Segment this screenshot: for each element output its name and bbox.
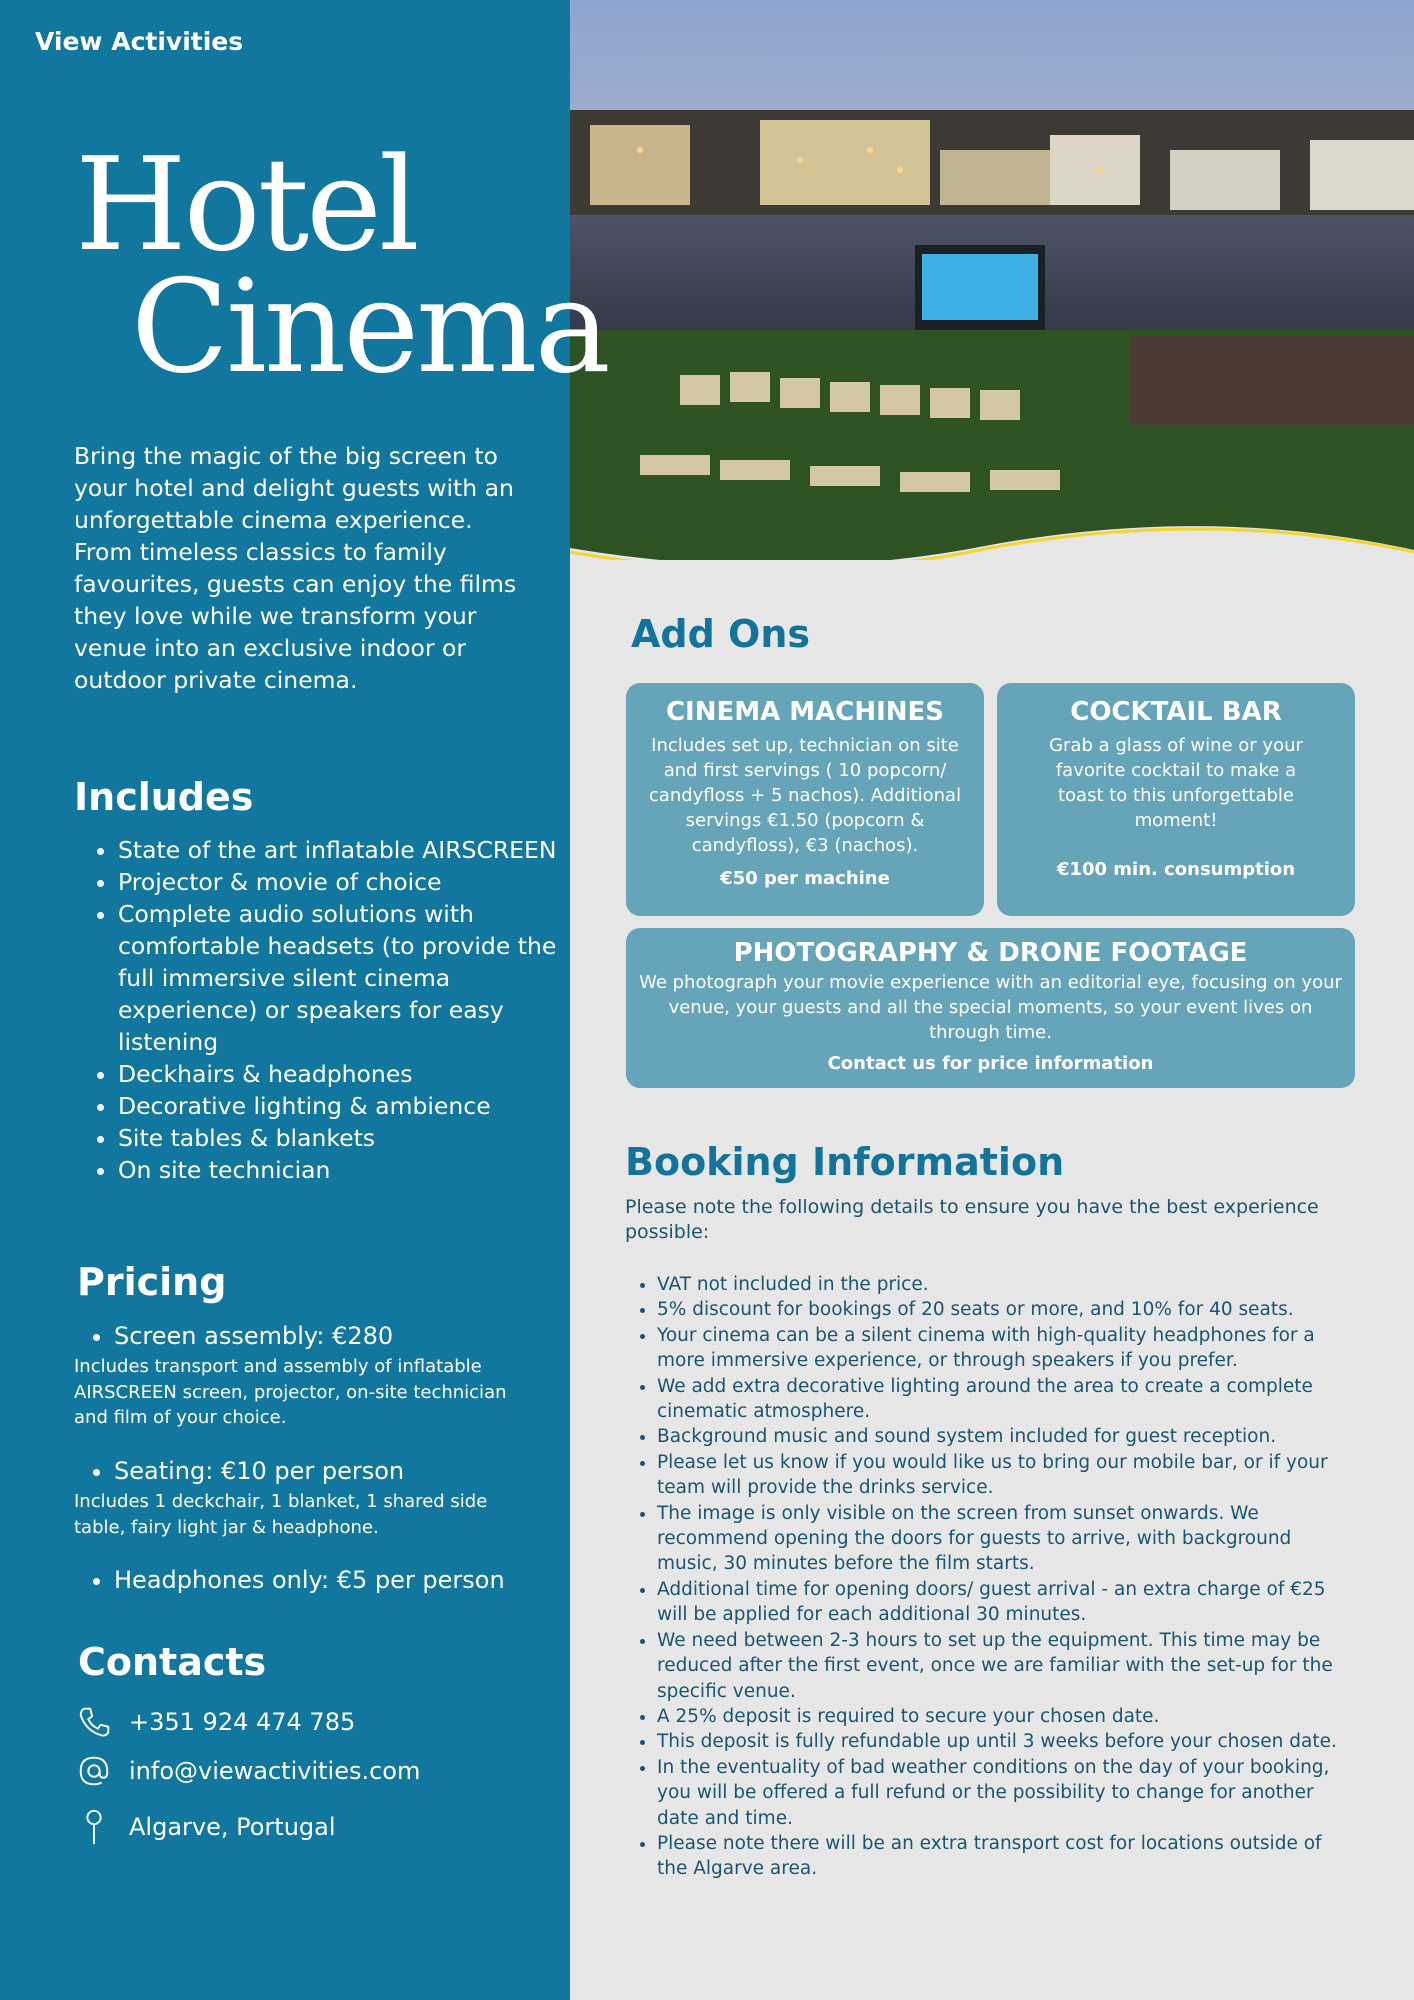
list-item: • Deckhairs & headphones xyxy=(118,1058,558,1090)
price-seating xyxy=(74,1457,524,1540)
price-desc: Includes transport and assembly of inflatable AIRSCREEN screen, projector, on-site technician and film of your choice. xyxy=(74,1356,507,1428)
list-item: • Please note there will be an extra transport cost for locations outside of the Algarve area. xyxy=(657,1831,1352,1882)
addons-heading: Add Ons xyxy=(631,612,811,656)
booking-heading: Booking Information xyxy=(625,1140,1065,1184)
contact-email[interactable] xyxy=(75,1752,420,1790)
email-address: info@viewactivities.com xyxy=(129,1757,421,1785)
includes-heading: Includes xyxy=(74,775,254,819)
contact-location xyxy=(75,1808,336,1846)
price-desc: Includes 1 deckchair, 1 blanket, 1 shared side table, fairy light jar & headphone. xyxy=(74,1491,488,1538)
addon-card-photography xyxy=(626,928,1355,1088)
price-screen-assembly xyxy=(74,1322,524,1431)
list-item: • Your cinema can be a silent cinema with high-quality headphones for a more immersive experience, or through speakers if you prefer. xyxy=(657,1323,1352,1374)
card-price: €100 min. consumption xyxy=(1056,859,1296,880)
intro-text: Bring the magic of the big screen to your hotel and delight guests with an unforgettable cinema experience. From timeless classics to family favourites, guests can enjoy the films they love while we transform your venue into an exclusive indoor or outdoor private cinema. xyxy=(74,442,517,694)
list-item: • VAT not included in the price. xyxy=(657,1272,1352,1297)
price-label: • Seating: €10 per person xyxy=(114,1457,524,1485)
price-headphones xyxy=(74,1566,505,1594)
list-item: • Additional time for opening doors/ guest arrival - an extra charge of €25 will be applied for each additional 30 minutes. xyxy=(657,1577,1352,1628)
list-item: • Decorative lighting & ambience xyxy=(118,1090,558,1122)
price-label: • Headphones only: €5 per person xyxy=(114,1566,505,1594)
list-item: • A 25% deposit is required to secure your chosen date. xyxy=(657,1704,1352,1729)
card-desc: Includes set up, technician on site and first servings ( 10 popcorn/ candyfloss + 5 nachos). Additional servings €1.50 (popcorn & candyfloss), €3 (nachos). xyxy=(648,735,962,856)
addon-card-cinema-machines xyxy=(626,683,984,916)
list-item: • State of the art inflatable AIRSCREEN xyxy=(118,834,558,866)
contact-phone[interactable] xyxy=(75,1703,355,1741)
location-text: Algarve, Portugal xyxy=(129,1813,336,1841)
contacts-heading: Contacts xyxy=(78,1640,267,1684)
card-title: PHOTOGRAPHY & DRONE FOOTAGE xyxy=(733,938,1248,968)
page-title xyxy=(75,131,608,402)
card-desc: We photograph your movie experience with an editorial eye, focusing on your venue, your guests and all the special moments, so your event lives on through time. xyxy=(639,972,1342,1043)
list-item: • In the eventuality of bad weather conditions on the day of your booking, you will be offered a full refund or the possibility to change for another date and time. xyxy=(657,1755,1352,1831)
at-icon xyxy=(75,1752,113,1790)
card-title: CINEMA MACHINES xyxy=(665,697,945,727)
phone-icon xyxy=(75,1703,113,1741)
list-item: • This deposit is fully refundable up until 3 weeks before your chosen date. xyxy=(657,1729,1352,1754)
includes-list xyxy=(74,834,558,1186)
title-line-1: Hotel xyxy=(75,131,417,280)
list-item: • Background music and sound system included for guest reception. xyxy=(657,1424,1352,1449)
list-item: • Complete audio solutions with comfortable headsets (to provide the full immersive silent cinema experience) or speakers for easy listening xyxy=(118,898,558,1058)
list-item: • 5% discount for bookings of 20 seats or more, and 10% for 40 seats. xyxy=(657,1297,1352,1322)
title-line-2: Cinema xyxy=(131,253,608,402)
pricing-heading: Pricing xyxy=(77,1260,227,1304)
list-item: • We add extra decorative lighting around the area to create a complete cinematic atmosphere. xyxy=(657,1374,1352,1425)
card-title: COCKTAIL BAR xyxy=(1070,697,1282,727)
booking-intro: Please note the following details to ensure you have the best experience possible: xyxy=(625,1196,1319,1243)
phone-number: +351 924 474 785 xyxy=(129,1708,356,1736)
list-item: • Projector & movie of choice xyxy=(118,866,558,898)
location-pin-icon xyxy=(75,1808,113,1846)
list-item: • Site tables & blankets xyxy=(118,1122,558,1154)
card-desc: Grab a glass of wine or your favorite cocktail to make a toast to this unforgettable moment! xyxy=(1049,735,1303,831)
list-item: • We need between 2-3 hours to set up the equipment. This time may be reduced after the first event, once we are familiar with the set-up for the specific venue. xyxy=(657,1628,1352,1704)
card-price: Contact us for price information xyxy=(827,1053,1154,1074)
card-price: €50 per machine xyxy=(720,868,890,889)
price-label: • Screen assembly: €280 xyxy=(114,1322,524,1350)
addon-card-cocktail-bar xyxy=(997,683,1355,916)
hero-photo xyxy=(570,0,1414,560)
booking-list xyxy=(625,1272,1352,1882)
list-item: • The image is only visible on the screen from sunset onwards. We recommend opening the doors for guests to arrive, with background music, 30 minutes before the film starts. xyxy=(657,1501,1352,1577)
list-item: • Please let us know if you would like us to bring our mobile bar, or if your team will provide the drinks service. xyxy=(657,1450,1352,1501)
list-item: • On site technician xyxy=(118,1154,558,1186)
brand-name[interactable]: View Activities xyxy=(35,27,244,56)
